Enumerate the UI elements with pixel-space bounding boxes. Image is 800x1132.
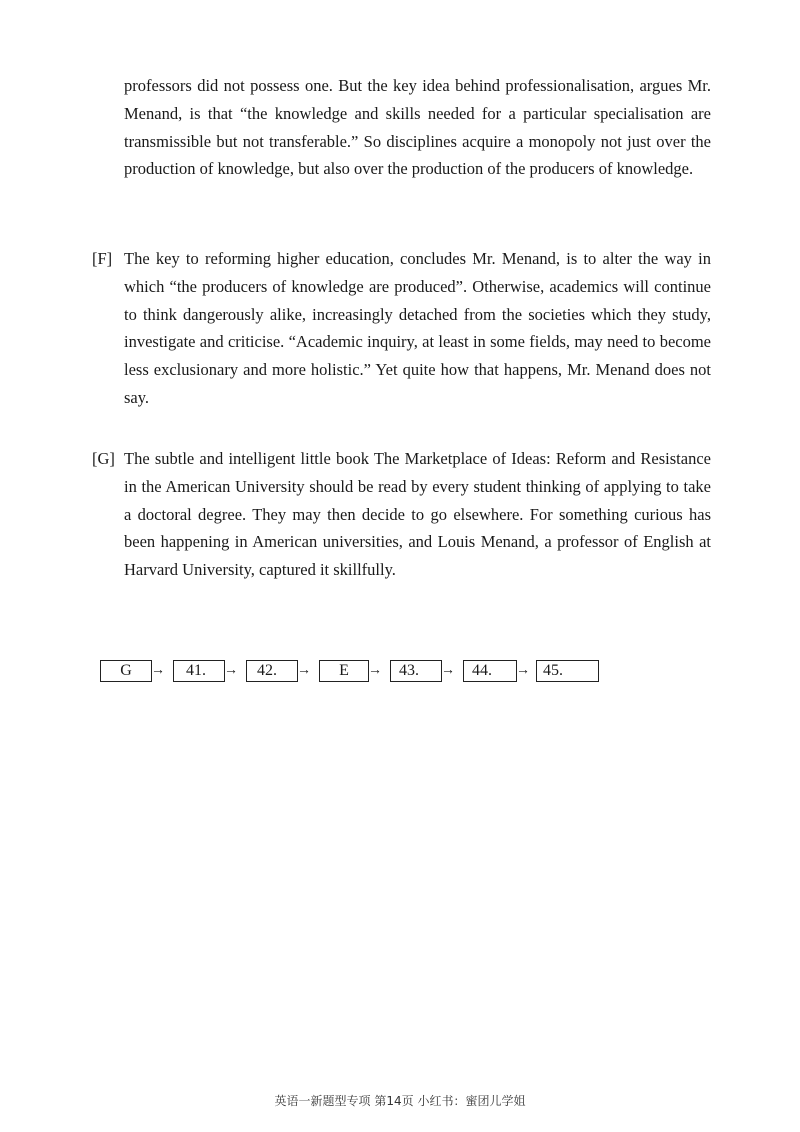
arrow-icon: → <box>441 663 455 678</box>
arrow-icon: → <box>224 663 238 678</box>
sequence-label: 41. <box>186 662 206 679</box>
sequence-label: 44. <box>472 662 492 679</box>
answer-box-43[interactable] <box>390 660 442 682</box>
paragraph-g-tag: [G] <box>92 449 115 468</box>
arrow-icon: → <box>151 663 165 678</box>
answer-box-41[interactable] <box>173 660 225 682</box>
sequence-label: 45. <box>543 662 563 679</box>
arrow-icon: → <box>368 663 382 678</box>
page-footer: 英语一新题型专项 第14页 小红书：蜜团儿学姐 <box>274 1094 526 1108</box>
paragraph-f-text: The key to reforming higher education, concludes Mr. Menand, is to alter the way in which “the producers of knowledge are produced”. Otherwise, academics will continue to think dangerously alike, increasingly detached from the societies which they study, investigate and criticise. “Academic inquiry, at least in some fields, may need to become less exclusionary and more holistic.” Yet quite how that happens, Mr. Menand does not say. <box>124 249 711 407</box>
sequence-label: 42. <box>257 662 277 679</box>
sequence-box-e <box>319 660 369 682</box>
sequence-label: 43. <box>399 662 419 679</box>
sequence-box-g <box>100 660 152 682</box>
arrow-icon: → <box>297 663 311 678</box>
arrow-icon: → <box>516 663 530 678</box>
continued-paragraph: professors did not possess one. But the key idea behind professionalisation, argues Mr. Menand, is that “the knowledge and skills needed for a particular specialisation are transmissible but not transferable.” So disciplines acquire a monopoly not just over the production of knowledge, but also over the production of the producers of knowledge. <box>124 76 711 179</box>
paragraph-g-text: The subtle and intelligent little book The Marketplace of Ideas: Reform and Resistance in the American University should be read by every student thinking of applying to take a doctoral degree. They may then decide to go elsewhere. For something curious has been happening in American universities, and Louis Menand, a professor of English at Harvard University, captured it skillfully. <box>124 449 711 580</box>
paragraph-f-tag: [F] <box>92 249 113 268</box>
sequence-label: E <box>339 662 349 679</box>
answer-box-44[interactable] <box>463 660 517 682</box>
answer-box-42[interactable] <box>246 660 298 682</box>
sequence-label: G <box>120 662 132 679</box>
answer-box-45[interactable] <box>536 660 599 682</box>
